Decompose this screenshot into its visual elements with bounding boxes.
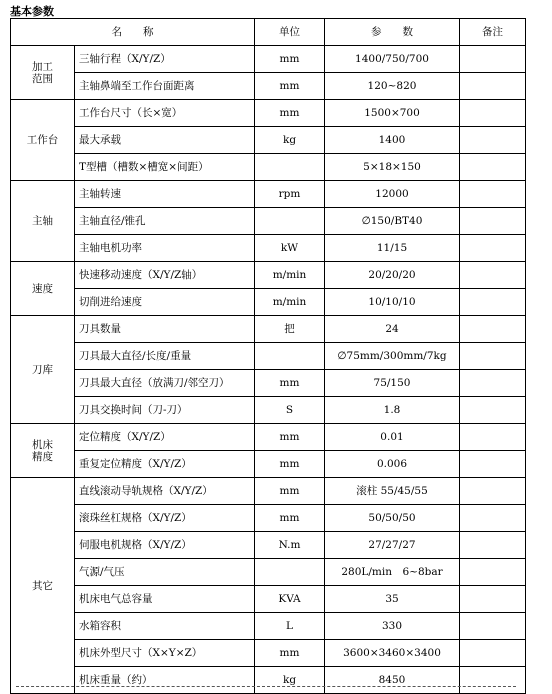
unit-cell: m/min (255, 262, 325, 289)
value-cell: 0.01 (325, 424, 460, 451)
unit-cell: m/min (255, 289, 325, 316)
bottom-divider (16, 686, 516, 687)
note-cell (460, 559, 526, 586)
unit-cell: KVA (255, 586, 325, 613)
table-row (11, 559, 526, 586)
spec-table-body (11, 46, 526, 694)
param-name-cell: 直线滚动导轨规格（X/Y/Z） (75, 478, 255, 505)
unit-cell: mm (255, 424, 325, 451)
table-row (11, 532, 526, 559)
note-cell (460, 505, 526, 532)
param-name-cell: 三轴行程（X/Y/Z） (75, 46, 255, 73)
unit-cell: kW (255, 235, 325, 262)
value-cell: 330 (325, 613, 460, 640)
value-cell: 3600×3460×3400 (325, 640, 460, 667)
param-name-cell: 刀具交换时间（刀-刀） (75, 397, 255, 424)
param-name-cell: 伺服电机规格（X/Y/Z） (75, 532, 255, 559)
note-cell (460, 262, 526, 289)
param-name-cell: 机床电气总容量 (75, 586, 255, 613)
table-row (11, 127, 526, 154)
value-cell: 35 (325, 586, 460, 613)
param-name-cell: 机床外型尺寸（X×Y×Z） (75, 640, 255, 667)
note-cell (460, 181, 526, 208)
table-row (11, 100, 526, 127)
value-cell: 24 (325, 316, 460, 343)
table-row (11, 478, 526, 505)
table-row (11, 424, 526, 451)
value-cell: 11/15 (325, 235, 460, 262)
note-cell (460, 154, 526, 181)
note-cell (460, 208, 526, 235)
table-row (11, 343, 526, 370)
param-name-cell: 主轴转速 (75, 181, 255, 208)
table-row (11, 181, 526, 208)
note-cell (460, 586, 526, 613)
table-row (11, 289, 526, 316)
table-row (11, 640, 526, 667)
header-name: 名 称 (11, 19, 255, 46)
note-cell (460, 100, 526, 127)
value-cell: 8450 (325, 667, 460, 694)
param-name-cell: 滚珠丝杠规格（X/Y/Z） (75, 505, 255, 532)
param-name-cell: 主轴电机功率 (75, 235, 255, 262)
table-row (11, 235, 526, 262)
unit-cell: mm (255, 640, 325, 667)
value-cell: 1400/750/700 (325, 46, 460, 73)
unit-cell: N.m (255, 532, 325, 559)
param-name-cell: 机床重量（约） (75, 667, 255, 694)
note-cell (460, 46, 526, 73)
unit-cell: kg (255, 667, 325, 694)
table-row (11, 505, 526, 532)
table-row (11, 451, 526, 478)
note-cell (460, 316, 526, 343)
unit-cell: mm (255, 73, 325, 100)
unit-cell: rpm (255, 181, 325, 208)
table-row (11, 586, 526, 613)
value-cell: ∅150/BT40 (325, 208, 460, 235)
table-row (11, 46, 526, 73)
note-cell (460, 640, 526, 667)
category-cell: 其它 (11, 478, 75, 694)
header-row (11, 19, 526, 46)
unit-cell: S (255, 397, 325, 424)
table-row (11, 154, 526, 181)
param-name-cell: 重复定位精度（X/Y/Z） (75, 451, 255, 478)
value-cell: 280L/min 6~8bar (325, 559, 460, 586)
note-cell (460, 127, 526, 154)
unit-cell: 把 (255, 316, 325, 343)
category-cell: 机床 精度 (11, 424, 75, 478)
unit-cell: mm (255, 478, 325, 505)
param-name-cell: 快速移动速度（X/Y/Z轴） (75, 262, 255, 289)
category-cell: 刀库 (11, 316, 75, 424)
unit-cell (255, 559, 325, 586)
table-row (11, 316, 526, 343)
param-name-cell: T型槽（槽数×槽宽×间距） (75, 154, 255, 181)
value-cell: 50/50/50 (325, 505, 460, 532)
param-name-cell: 主轴直径/锥孔 (75, 208, 255, 235)
value-cell: 120~820 (325, 73, 460, 100)
value-cell: 10/10/10 (325, 289, 460, 316)
unit-cell (255, 208, 325, 235)
value-cell: 1400 (325, 127, 460, 154)
value-cell: 75/150 (325, 370, 460, 397)
spec-table (10, 18, 526, 694)
note-cell (460, 613, 526, 640)
unit-cell: mm (255, 505, 325, 532)
unit-cell: mm (255, 100, 325, 127)
param-name-cell: 刀具数量 (75, 316, 255, 343)
note-cell (460, 424, 526, 451)
table-row (11, 397, 526, 424)
param-name-cell: 最大承载 (75, 127, 255, 154)
header-unit: 单位 (255, 19, 325, 46)
value-cell: 12000 (325, 181, 460, 208)
param-name-cell: 气源/气压 (75, 559, 255, 586)
note-cell (460, 73, 526, 100)
note-cell (460, 451, 526, 478)
note-cell (460, 370, 526, 397)
value-cell: 滚柱 55/45/55 (325, 478, 460, 505)
param-name-cell: 工作台尺寸（长×宽） (75, 100, 255, 127)
value-cell: 27/27/27 (325, 532, 460, 559)
unit-cell: L (255, 613, 325, 640)
value-cell: 1500×700 (325, 100, 460, 127)
value-cell: 0.006 (325, 451, 460, 478)
param-name-cell: 定位精度（X/Y/Z） (75, 424, 255, 451)
value-cell: ∅75mm/300mm/7kg (325, 343, 460, 370)
category-cell: 工作台 (11, 100, 75, 181)
note-cell (460, 667, 526, 694)
table-row (11, 73, 526, 100)
category-cell: 主轴 (11, 181, 75, 262)
table-row (11, 667, 526, 694)
value-cell: 1.8 (325, 397, 460, 424)
param-name-cell: 水箱容积 (75, 613, 255, 640)
note-cell (460, 478, 526, 505)
value-cell: 20/20/20 (325, 262, 460, 289)
param-name-cell: 刀具最大直径/长度/重量 (75, 343, 255, 370)
unit-cell: kg (255, 127, 325, 154)
table-row (11, 370, 526, 397)
note-cell (460, 343, 526, 370)
table-row (11, 613, 526, 640)
note-cell (460, 532, 526, 559)
table-row (11, 208, 526, 235)
unit-cell: mm (255, 46, 325, 73)
header-value: 参 数 (325, 19, 460, 46)
note-cell (460, 397, 526, 424)
note-cell (460, 235, 526, 262)
header-note: 备注 (460, 19, 526, 46)
unit-cell (255, 154, 325, 181)
category-cell: 加工 范围 (11, 46, 75, 100)
unit-cell (255, 343, 325, 370)
unit-cell: mm (255, 370, 325, 397)
table-row (11, 262, 526, 289)
param-name-cell: 刀具最大直径（放满刀/邻空刀） (75, 370, 255, 397)
param-name-cell: 主轴鼻端至工作台面距离 (75, 73, 255, 100)
note-cell (460, 289, 526, 316)
value-cell: 5×18×150 (325, 154, 460, 181)
param-name-cell: 切削进给速度 (75, 289, 255, 316)
unit-cell: mm (255, 451, 325, 478)
category-cell: 速度 (11, 262, 75, 316)
document-title: 基本参数 (10, 5, 54, 18)
